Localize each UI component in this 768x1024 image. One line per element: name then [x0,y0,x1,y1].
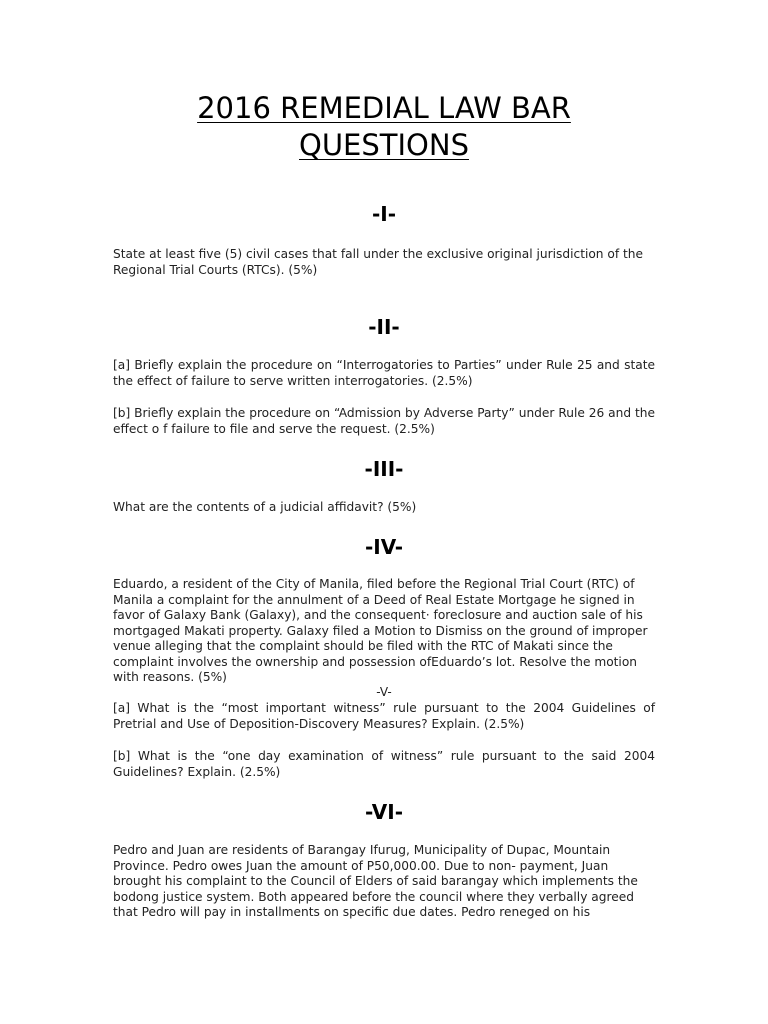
section-heading-5: -V- [376,685,392,699]
section-heading-3: -III- [364,457,404,481]
question-2a-text: [a] Briefly explain the procedure on “Interrogatories to Parties” under Rule 25 and state the effect of failure to serve written interrogatories. (2.5%) [113,358,655,388]
question-4-text: Eduardo, a resident of the City of Manila, filed before the Regional Trial Court (RTC) of Manila a complaint for the annulment of a Deed of Real Estate Mortgage he signed in favor of Galaxy Bank (Galaxy), and the consequent· foreclosure and auction sale of his mortgaged Makati property. Galaxy filed a Motion to Dismiss on the ground of improper venue alleging that the complaint should be filed with the RTC of Makati since the complaint involves the ownership and possession ofEduardo’s lot. Resolve the motion with reasons. (5%) [113,577,648,684]
section-heading-1: -I- [371,202,397,226]
section-heading-6: -VI- [364,800,404,824]
question-5a-text: [a] What is the “most important witness” rule pursuant to the 2004 Guidelines of Pretrial and Use of Deposition-Discovery Measures? Explain. (2.5%) [113,701,655,731]
question-5b-text: [b] What is the “one day examination of witness” rule pursuant to the said 2004 Guidelines? Explain. (2.5%) [113,749,655,779]
section-heading-4: -IV- [364,535,404,559]
title-line-2: QUESTIONS [299,128,469,162]
question-1-text: State at least five (5) civil cases that fall under the exclusive original jurisdiction of the Regional Trial Courts (RTCs). (5%) [113,247,644,277]
section-heading-2: -II- [368,315,400,339]
document-title [0,90,768,164]
question-6-text: Pedro and Juan are residents of Barangay Ifurug, Municipality of Dupac, Mountain Province. Pedro owes Juan the amount of P50,000.00. Due to non- payment, Juan brought his complaint to the Council of Elders of said barangay which implements the bodong justice system. Both appeared before the council where they verbally agreed that Pedro will pay in installments on specific due dates. Pedro reneged on his [113,843,638,919]
question-2b-text: [b] Briefly explain the procedure on “Admission by Adverse Party” under Rule 26 and the effect o f failure to file and serve the request. (2.5%) [113,406,655,436]
title-line-1: 2016 REMEDIAL LAW BAR [197,91,571,125]
question-3-text: What are the contents of a judicial affidavit? (5%) [113,500,417,514]
